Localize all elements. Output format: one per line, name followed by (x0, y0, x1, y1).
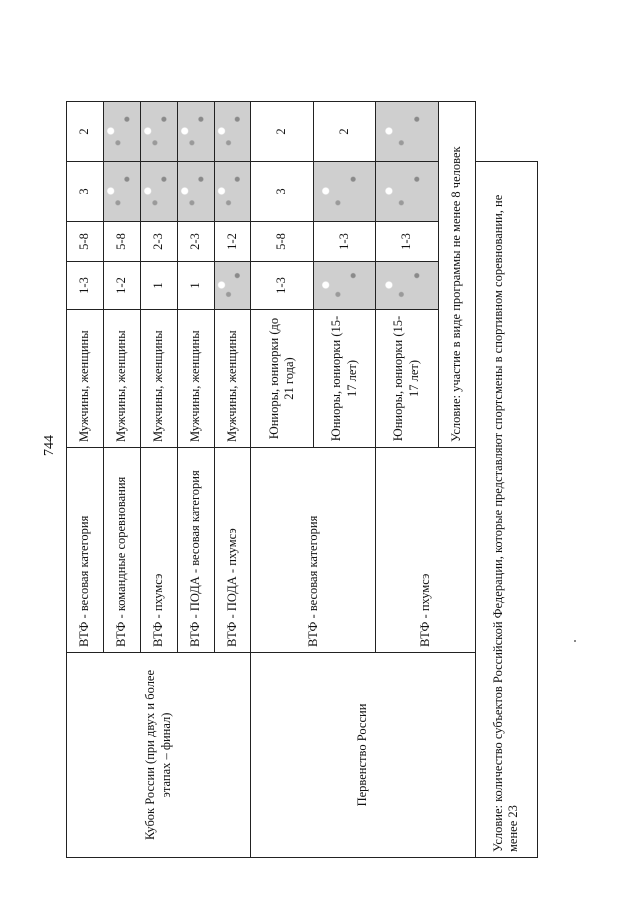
shaded-empty-cell (214, 102, 251, 162)
table-row (251, 102, 313, 858)
value-cell: 1 (140, 262, 177, 310)
value-cell: 2 (313, 102, 375, 162)
shaded-empty-cell (103, 162, 140, 222)
gender-cell: Мужчины, женщины (177, 310, 214, 448)
table-row (67, 102, 104, 858)
competition-cell: Кубок России (при двух и более этапах – финал) (67, 653, 251, 858)
discipline-cell: ВТФ - пхумсэ (140, 448, 177, 653)
shaded-empty-cell (177, 162, 214, 222)
shaded-empty-cell (103, 102, 140, 162)
value-cell: 2-3 (177, 222, 214, 262)
value-cell: 1-2 (103, 262, 140, 310)
competition-table (66, 101, 538, 858)
value-cell: 2 (67, 102, 104, 162)
shaded-empty-cell (214, 162, 251, 222)
discipline-cell: ВТФ - весовая категория (251, 448, 376, 653)
gender-cell: Мужчины, женщины (214, 310, 251, 448)
shaded-empty-cell (140, 102, 177, 162)
discipline-cell: ВТФ - пхумсэ (376, 448, 475, 653)
shaded-empty-cell (177, 102, 214, 162)
rotated-table-container (66, 102, 538, 858)
discipline-cell: ВТФ - командные соревнования (103, 448, 140, 653)
shaded-empty-cell (140, 162, 177, 222)
scan-speck (574, 640, 576, 642)
gender-cell: Юниоры, юниорки (15-17 лет) (376, 310, 438, 448)
discipline-cell: ВТФ - ПОДА - весовая категория (177, 448, 214, 653)
value-cell: 2 (251, 102, 313, 162)
condition-note: Условие: количество субъектов Российской Федерации, которые представляют спортсмены в спортивном соревновании, не менее 23 (475, 162, 537, 858)
shaded-empty-cell (313, 262, 375, 310)
value-cell: 1-3 (376, 222, 438, 262)
value-cell: 1-3 (251, 262, 313, 310)
gender-cell: Юниоры, юниорки (до 21 года) (251, 310, 313, 448)
gender-cell: Мужчины, женщины (67, 310, 104, 448)
value-cell: 2-3 (140, 222, 177, 262)
value-cell: 5-8 (251, 222, 313, 262)
value-cell: 1-3 (67, 262, 104, 310)
shaded-empty-cell (313, 162, 375, 222)
condition-note: Условие: участие в виде программы не менее 8 человек (438, 102, 475, 448)
shaded-empty-cell (376, 162, 438, 222)
discipline-cell: ВТФ - весовая категория (67, 448, 104, 653)
shaded-empty-cell (376, 262, 438, 310)
gender-cell: Юниоры, юниорки (15-17 лет) (313, 310, 375, 448)
competition-cell: Первенство России (251, 653, 475, 858)
discipline-cell: ВТФ - ПОДА - пхумсэ (214, 448, 251, 653)
shaded-empty-cell (376, 102, 438, 162)
value-cell: 1-3 (313, 222, 375, 262)
value-cell: 3 (67, 162, 104, 222)
value-cell: 5-8 (67, 222, 104, 262)
gender-cell: Мужчины, женщины (103, 310, 140, 448)
value-cell: 1 (177, 262, 214, 310)
gender-cell: Мужчины, женщины (140, 310, 177, 448)
value-cell: 1-2 (214, 222, 251, 262)
page-number: 744 (42, 435, 57, 456)
shaded-empty-cell (214, 262, 251, 310)
value-cell: 3 (251, 162, 313, 222)
value-cell: 5-8 (103, 222, 140, 262)
table-row (475, 102, 537, 858)
